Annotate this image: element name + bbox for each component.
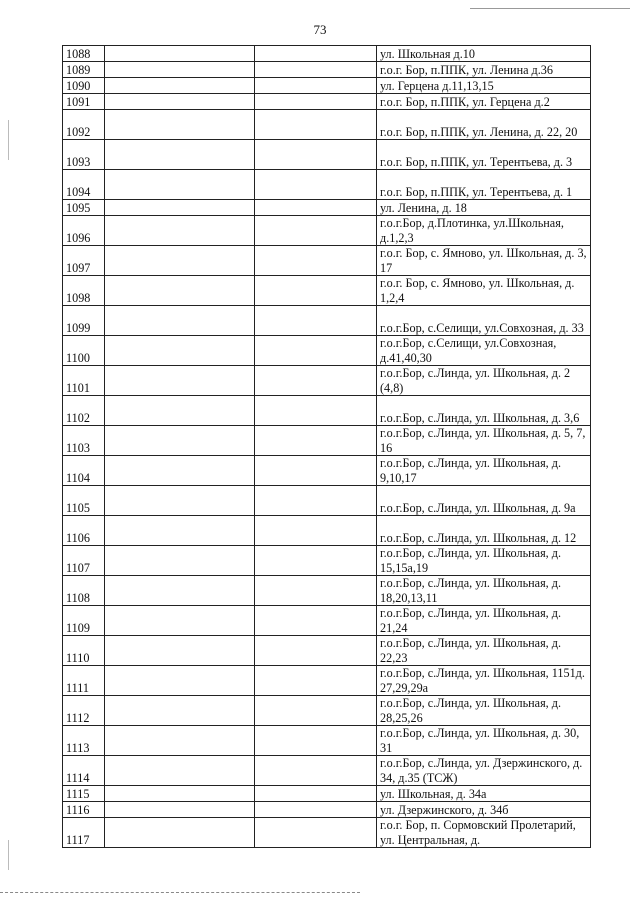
row-number: 1112 — [63, 696, 105, 726]
empty-cell — [105, 396, 255, 426]
table-row — [63, 170, 591, 200]
address-cell: г.о.г. Бор, п.ППК, ул. Терентьева, д. 3 — [377, 140, 591, 170]
address-cell: г.о.г. Бор, п. Сормовский Пролетарий, ул. Центральная, д. — [377, 818, 591, 848]
row-number: 1102 — [63, 396, 105, 426]
margin-mark — [8, 120, 9, 160]
empty-cell — [105, 170, 255, 200]
empty-cell — [105, 246, 255, 276]
table-row — [63, 396, 591, 426]
empty-cell — [105, 276, 255, 306]
row-number: 1100 — [63, 336, 105, 366]
registry-table-body — [63, 46, 591, 848]
empty-cell — [255, 546, 377, 576]
row-number: 1093 — [63, 140, 105, 170]
row-number: 1092 — [63, 110, 105, 140]
row-number: 1117 — [63, 818, 105, 848]
table-row — [63, 486, 591, 516]
row-number: 1111 — [63, 666, 105, 696]
empty-cell — [105, 94, 255, 110]
table-row — [63, 78, 591, 94]
table-row — [63, 200, 591, 216]
empty-cell — [255, 200, 377, 216]
table-row — [63, 216, 591, 246]
empty-cell — [105, 802, 255, 818]
empty-cell — [105, 46, 255, 62]
empty-cell — [255, 696, 377, 726]
empty-cell — [105, 636, 255, 666]
address-cell: г.о.г.Бор, д.Плотинка, ул.Школьная, д.1,2,3 — [377, 216, 591, 246]
address-cell: ул. Ленина, д. 18 — [377, 200, 591, 216]
address-cell: г.о.г.Бор, с.Селищи, ул.Совхозная, д.41,40,30 — [377, 336, 591, 366]
address-cell: г.о.г. Бор, с. Ямново, ул. Школьная, д. 1,2,4 — [377, 276, 591, 306]
table-row — [63, 636, 591, 666]
table-row — [63, 46, 591, 62]
table-row — [63, 786, 591, 802]
row-number: 1116 — [63, 802, 105, 818]
address-cell: ул. Герцена д.11,13,15 — [377, 78, 591, 94]
row-number: 1113 — [63, 726, 105, 756]
empty-cell — [255, 62, 377, 78]
row-number: 1094 — [63, 170, 105, 200]
address-cell: г.о.г. Бор, п.ППК, ул. Ленина д.36 — [377, 62, 591, 78]
address-cell: г.о.г.Бор, с.Линда, ул. Школьная, д. 3,6 — [377, 396, 591, 426]
row-number: 1098 — [63, 276, 105, 306]
address-cell: г.о.г.Бор, с.Линда, ул. Школьная, д. 22,23 — [377, 636, 591, 666]
empty-cell — [105, 696, 255, 726]
empty-cell — [105, 62, 255, 78]
address-cell: ул. Дзержинского, д. 34б — [377, 802, 591, 818]
table-row — [63, 426, 591, 456]
table-row — [63, 546, 591, 576]
empty-cell — [105, 786, 255, 802]
address-cell: г.о.г.Бор, с.Линда, ул. Школьная, д. 5, 7, 16 — [377, 426, 591, 456]
address-cell: г.о.г.Бор, с.Линда, ул. Школьная, д. 18,20,13,11 — [377, 576, 591, 606]
row-number: 1114 — [63, 756, 105, 786]
address-cell: ул. Школьная, д. 34а — [377, 786, 591, 802]
empty-cell — [255, 306, 377, 336]
row-number: 1115 — [63, 786, 105, 802]
address-cell: г.о.г. Бор, п.ППК, ул. Ленина, д. 22, 20 — [377, 110, 591, 140]
row-number: 1104 — [63, 456, 105, 486]
empty-cell — [255, 110, 377, 140]
empty-cell — [255, 140, 377, 170]
row-number: 1107 — [63, 546, 105, 576]
empty-cell — [105, 78, 255, 94]
empty-cell — [255, 216, 377, 246]
empty-cell — [105, 606, 255, 636]
address-cell: г.о.г.Бор, с.Линда, ул. Школьная, 1151д. 27,29,29а — [377, 666, 591, 696]
empty-cell — [255, 336, 377, 366]
row-number: 1099 — [63, 306, 105, 336]
address-cell: г.о.г.Бор, с.Линда, ул. Школьная, д. 9а — [377, 486, 591, 516]
row-number: 1090 — [63, 78, 105, 94]
table-row — [63, 666, 591, 696]
address-cell: ул. Школьная д.10 — [377, 46, 591, 62]
empty-cell — [255, 246, 377, 276]
empty-cell — [255, 756, 377, 786]
table-row — [63, 726, 591, 756]
address-cell: г.о.г.Бор, с.Линда, ул. Школьная, д. 28,25,26 — [377, 696, 591, 726]
address-cell: г.о.г. Бор, с. Ямново, ул. Школьная, д. 3, 17 — [377, 246, 591, 276]
empty-cell — [255, 606, 377, 636]
address-cell: г.о.г.Бор, с.Линда, ул. Дзержинского, д. 34, д.35 (ТСЖ) — [377, 756, 591, 786]
table-row — [63, 696, 591, 726]
empty-cell — [255, 78, 377, 94]
bottom-rule — [0, 892, 360, 893]
empty-cell — [105, 576, 255, 606]
empty-cell — [255, 426, 377, 456]
margin-mark — [8, 840, 9, 870]
table-row — [63, 802, 591, 818]
empty-cell — [105, 140, 255, 170]
empty-cell — [105, 110, 255, 140]
empty-cell — [105, 366, 255, 396]
address-cell: г.о.г.Бор, с.Линда, ул. Школьная, д. 9,10,17 — [377, 456, 591, 486]
table-row — [63, 246, 591, 276]
table-row — [63, 756, 591, 786]
empty-cell — [255, 636, 377, 666]
row-number: 1106 — [63, 516, 105, 546]
empty-cell — [105, 306, 255, 336]
empty-cell — [105, 818, 255, 848]
empty-cell — [105, 426, 255, 456]
empty-cell — [255, 170, 377, 200]
page-number: 73 — [313, 22, 327, 37]
empty-cell — [255, 576, 377, 606]
row-number: 1096 — [63, 216, 105, 246]
address-cell: г.о.г.Бор, с.Линда, ул. Школьная, д. 21,24 — [377, 606, 591, 636]
row-number: 1091 — [63, 94, 105, 110]
empty-cell — [105, 200, 255, 216]
empty-cell — [255, 818, 377, 848]
table-row — [63, 110, 591, 140]
empty-cell — [105, 666, 255, 696]
row-number: 1110 — [63, 636, 105, 666]
empty-cell — [255, 516, 377, 546]
row-number: 1088 — [63, 46, 105, 62]
empty-cell — [255, 456, 377, 486]
table-row — [63, 606, 591, 636]
empty-cell — [255, 46, 377, 62]
row-number: 1105 — [63, 486, 105, 516]
table-row — [63, 306, 591, 336]
empty-cell — [105, 456, 255, 486]
table-row — [63, 456, 591, 486]
empty-cell — [255, 486, 377, 516]
address-cell: г.о.г.Бор, с.Линда, ул. Школьная, д. 15,15а,19 — [377, 546, 591, 576]
empty-cell — [105, 216, 255, 246]
empty-cell — [255, 396, 377, 426]
row-number: 1089 — [63, 62, 105, 78]
empty-cell — [105, 756, 255, 786]
address-cell: г.о.г. Бор, п.ППК, ул. Терентьева, д. 1 — [377, 170, 591, 200]
row-number: 1103 — [63, 426, 105, 456]
address-cell: г.о.г. Бор, п.ППК, ул. Герцена д.2 — [377, 94, 591, 110]
row-number: 1097 — [63, 246, 105, 276]
table-row — [63, 516, 591, 546]
table-row — [63, 276, 591, 306]
row-number: 1108 — [63, 576, 105, 606]
empty-cell — [255, 94, 377, 110]
address-cell: г.о.г.Бор, с.Линда, ул. Школьная, д. 12 — [377, 516, 591, 546]
empty-cell — [255, 726, 377, 756]
table-row — [63, 94, 591, 110]
table-row — [63, 140, 591, 170]
empty-cell — [105, 486, 255, 516]
empty-cell — [105, 726, 255, 756]
table-row — [63, 336, 591, 366]
empty-cell — [255, 786, 377, 802]
top-rule — [470, 8, 630, 9]
table-row — [63, 818, 591, 848]
registry-table — [62, 45, 591, 848]
empty-cell — [105, 336, 255, 366]
empty-cell — [255, 666, 377, 696]
address-cell: г.о.г.Бор, с.Селищи, ул.Совхозная, д. 33 — [377, 306, 591, 336]
empty-cell — [255, 802, 377, 818]
empty-cell — [105, 516, 255, 546]
empty-cell — [255, 366, 377, 396]
table-row — [63, 366, 591, 396]
row-number: 1101 — [63, 366, 105, 396]
empty-cell — [255, 276, 377, 306]
address-cell: г.о.г.Бор, с.Линда, ул. Школьная, д. 30, 31 — [377, 726, 591, 756]
row-number: 1095 — [63, 200, 105, 216]
table-row — [63, 62, 591, 78]
empty-cell — [105, 546, 255, 576]
address-cell: г.о.г.Бор, с.Линда, ул. Школьная, д. 2 (4,8) — [377, 366, 591, 396]
table-row — [63, 576, 591, 606]
row-number: 1109 — [63, 606, 105, 636]
